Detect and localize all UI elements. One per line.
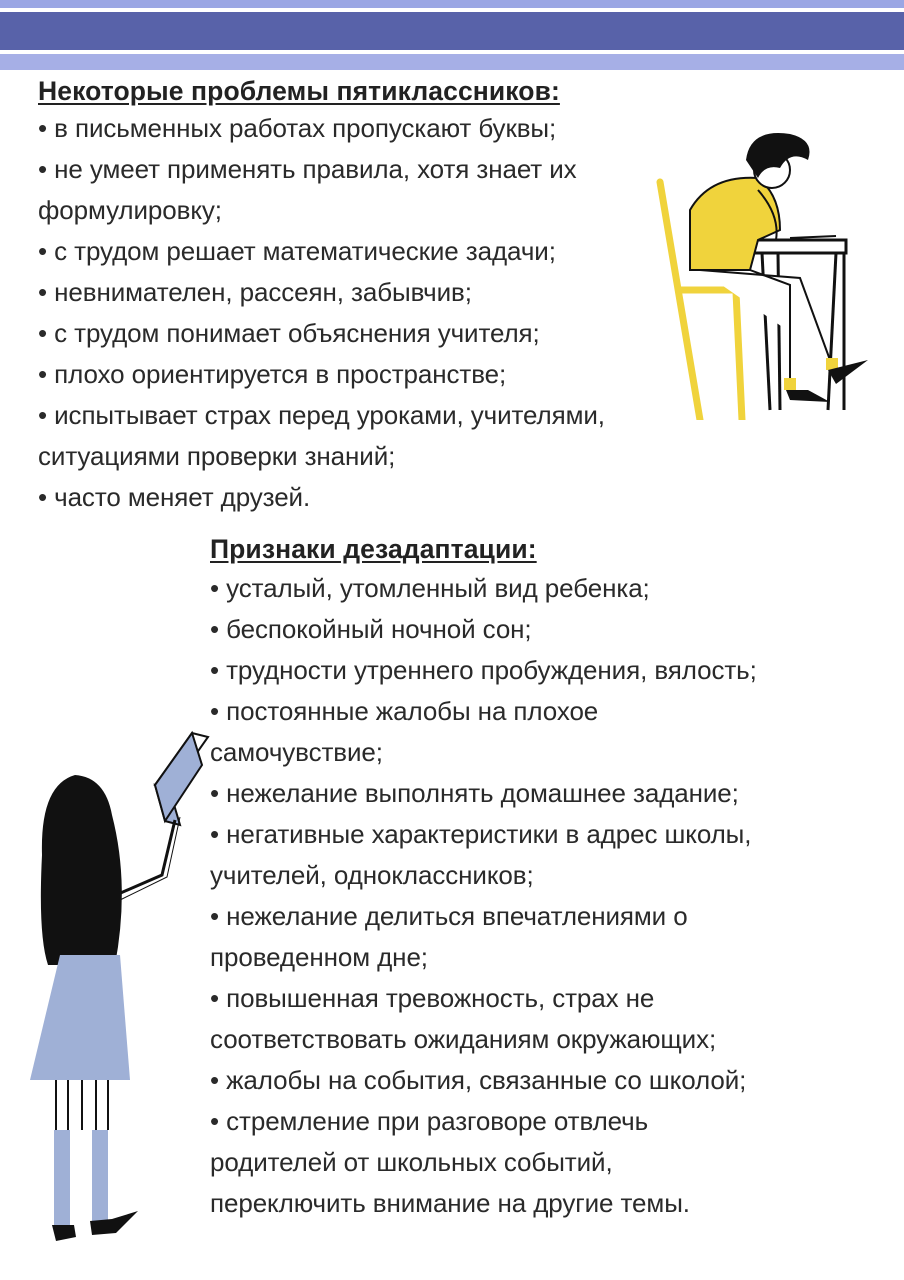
girl-with-book-illustration	[20, 725, 230, 1255]
list-item: • стремление при разговоре отвлечь	[210, 1106, 649, 1136]
signs-section	[210, 532, 900, 1224]
shoe-icon	[786, 390, 830, 402]
skirt-icon	[30, 955, 130, 1080]
list-item: переключить внимание на другие темы.	[210, 1188, 690, 1218]
list-item: • постоянные жалобы на плохое	[210, 696, 599, 726]
list-item: • нежелание делиться впечатлениями о	[210, 901, 688, 931]
problems-section	[38, 74, 698, 518]
list-item: • в письменных работах пропускают буквы;	[38, 113, 557, 143]
signs-list	[210, 568, 900, 1224]
problems-list	[38, 108, 698, 518]
shirt-icon	[690, 178, 780, 270]
list-item: • не умеет применять правила, хотя знает их	[38, 154, 577, 184]
top-stripe-light	[0, 0, 904, 8]
list-item: формулировку;	[38, 195, 222, 225]
book-icon	[155, 733, 208, 825]
list-item: учителей, одноклассников;	[210, 860, 534, 890]
list-item: • повышенная тревожность, страх не	[210, 983, 655, 1013]
list-item: • часто меняет друзей.	[38, 482, 311, 512]
list-item: соответствовать ожиданиям окружающих;	[210, 1024, 717, 1054]
list-item: • плохо ориентируется в пространстве;	[38, 359, 507, 389]
hair-icon	[41, 775, 122, 965]
list-item: • с трудом решает математические задачи;	[38, 236, 556, 266]
list-item: • нежелание выполнять домашнее задание;	[210, 778, 739, 808]
list-item: • негативные характеристики в адрес школы,	[210, 819, 752, 849]
top-stripe-dark	[0, 12, 904, 50]
list-item: родителей от школьных событий,	[210, 1147, 613, 1177]
top-stripe-light-lower	[0, 54, 904, 70]
list-item: самочувствие;	[210, 737, 383, 767]
list-item: • с трудом понимает объяснения учителя;	[38, 318, 540, 348]
list-item: • невнимателен, рассеян, забывчив;	[38, 277, 472, 307]
list-item: • усталый, утомленный вид ребенка;	[210, 573, 650, 603]
list-item: • жалобы на события, связанные со школой;	[210, 1065, 747, 1095]
shoe-icon	[52, 1225, 76, 1241]
list-item: • беспокойный ночной сон;	[210, 614, 532, 644]
signs-title: Признаки дезадаптации:	[210, 534, 537, 564]
list-item: • испытывает страх перед уроками, учителями,	[38, 400, 605, 430]
list-item: • трудности утреннего пробуждения, вялость;	[210, 655, 757, 685]
list-item: проведенном дне;	[210, 942, 428, 972]
problems-title: Некоторые проблемы пятиклассников:	[38, 76, 560, 106]
list-item: ситуациями проверки знаний;	[38, 441, 396, 471]
